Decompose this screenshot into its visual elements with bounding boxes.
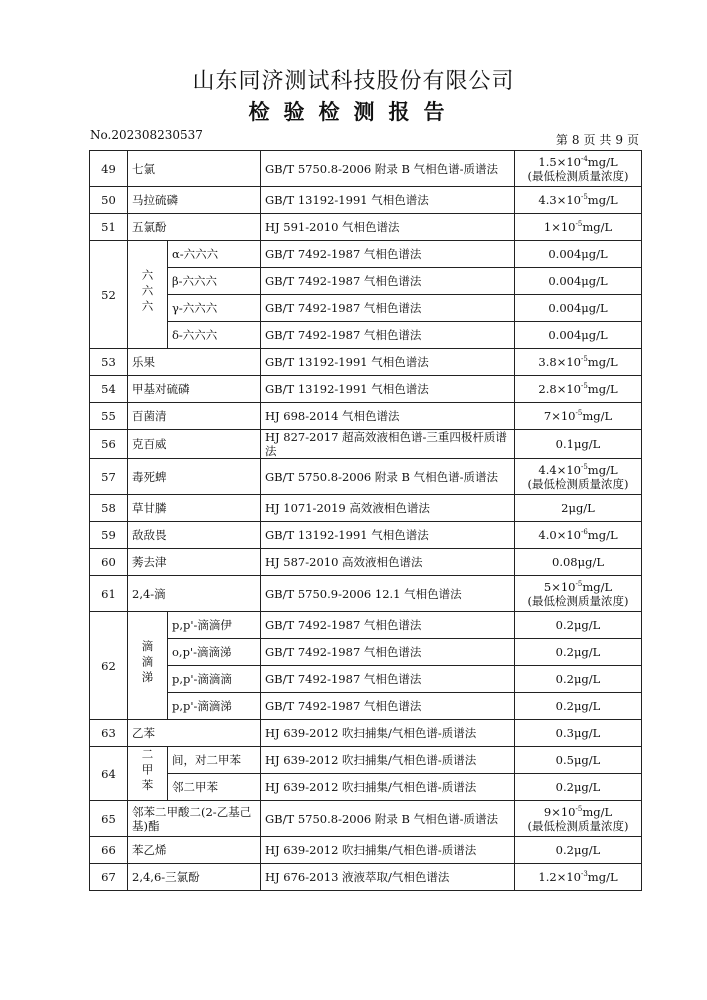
item-number: [90, 459, 128, 495]
test-method: [261, 720, 515, 747]
limit-unit: mg/L: [587, 870, 618, 884]
test-method-text: GB/T 13192-1991 气相色谱法: [265, 193, 429, 207]
table-row: [90, 187, 642, 214]
limit-mantissa: 5×10: [543, 579, 576, 594]
item-number-text: 58: [101, 501, 116, 515]
page-indicator: [554, 131, 641, 148]
limit-unit: mg/L: [582, 220, 613, 234]
item-number-text: 52: [101, 287, 116, 302]
table-row: [90, 747, 642, 774]
item-name: [128, 720, 261, 747]
limit-unit: mg/L: [587, 355, 618, 369]
item-name: [168, 295, 261, 322]
limit-exponent: -5: [580, 382, 588, 391]
item-name-text: β-六六六: [172, 274, 218, 288]
item-name-text: 2,4,6-三氯酚: [132, 870, 200, 884]
table-row: [90, 268, 642, 295]
limit-mantissa: 4.3×10: [538, 193, 581, 207]
detection-limit: 0.2μg/L: [555, 618, 601, 632]
item-name: [128, 495, 261, 522]
detection-limit-cell: [515, 268, 642, 295]
test-method-text: HJ 698-2014 气相色谱法: [265, 409, 400, 423]
item-name-text: p,p'-滴滴涕: [172, 699, 232, 713]
item-number: [90, 747, 128, 801]
detection-limit: 0.2μg/L: [555, 645, 601, 659]
test-method: [261, 774, 515, 801]
test-items-table: [89, 150, 642, 891]
limit-mantissa: 2.8×10: [538, 382, 581, 396]
limit-unit: mg/L: [587, 528, 618, 542]
detection-limit-cell: [515, 403, 642, 430]
page-prefix: 第: [555, 133, 568, 147]
test-method-text: GB/T 5750.8-2006 附录 B 气相色谱-质谱法: [265, 469, 499, 484]
item-name: [168, 322, 261, 349]
limit-exponent: -5: [580, 462, 588, 471]
detection-limit: 0.2μg/L: [555, 699, 601, 713]
item-name-text: p,p'-滴滴伊: [172, 618, 232, 632]
table-row: [90, 322, 642, 349]
detection-limit: 2μg/L: [561, 501, 595, 515]
item-name-text: 五氯酚: [132, 220, 167, 234]
page-suffix: 页: [626, 133, 639, 147]
limit-note: (最低检测质量浓度): [527, 593, 629, 608]
test-method-text: HJ 639-2012 吹扫捕集/气相色谱-质谱法: [265, 780, 477, 794]
item-name-text: 毒死蜱: [132, 469, 167, 484]
item-number: [90, 430, 128, 459]
limit-mantissa: 3.8×10: [538, 355, 581, 369]
limit-exponent: -5: [580, 355, 588, 364]
detection-limit-cell: [515, 430, 642, 459]
test-method-text: HJ 639-2012 吹扫捕集/气相色谱-质谱法: [265, 726, 477, 740]
item-name: [128, 801, 261, 837]
detection-limit-cell: [515, 376, 642, 403]
test-method: [261, 187, 515, 214]
group-name-text: 二甲苯: [140, 747, 155, 795]
item-number: [90, 837, 128, 864]
detection-limit-cell: [515, 801, 642, 837]
company-name: 山东同济测试科技股份有限公司: [192, 69, 515, 94]
item-number: [90, 612, 128, 720]
detection-limit-cell: [515, 666, 642, 693]
test-method-text: GB/T 5750.9-2006 12.1 气相色谱法: [265, 586, 462, 601]
item-name-text: 马拉硫磷: [132, 193, 178, 207]
test-method-text: HJ 591-2010 气相色谱法: [265, 220, 400, 234]
test-method: [261, 639, 515, 666]
detection-limit-cell: [515, 549, 642, 576]
detection-limit-cell: [515, 187, 642, 214]
item-name: [128, 576, 261, 612]
item-number-text: 59: [101, 528, 116, 542]
detection-limit-cell: [515, 612, 642, 639]
group-name-text: 滴滴涕: [140, 639, 155, 687]
item-number: [90, 241, 128, 349]
group-name: [128, 747, 168, 801]
test-method: [261, 495, 515, 522]
detection-limit-cell: [515, 576, 642, 612]
page-total: 9: [615, 133, 623, 147]
item-name-text: 百菌清: [132, 409, 167, 423]
test-method: [261, 376, 515, 403]
test-method: [261, 322, 515, 349]
test-method-text: GB/T 7492-1987 气相色谱法: [265, 645, 422, 659]
limit-exponent: -5: [580, 193, 588, 202]
report-title: 检验检测报告: [248, 99, 459, 124]
item-name: [168, 693, 261, 720]
item-name-text: 克百威: [132, 437, 167, 451]
item-name: [168, 241, 261, 268]
detection-limit-cell: [515, 747, 642, 774]
detection-limit-cell: [515, 349, 642, 376]
item-number: [90, 403, 128, 430]
limit-unit: mg/L: [582, 579, 613, 594]
item-name: [128, 522, 261, 549]
item-name-text: 草甘膦: [132, 501, 167, 515]
limit-unit: mg/L: [582, 804, 613, 819]
limit-mantissa: 4.4×10: [538, 462, 581, 477]
item-name: [128, 151, 261, 187]
test-method: [261, 693, 515, 720]
limit-mantissa: 1.5×10: [538, 154, 581, 169]
test-method-text: GB/T 7492-1987 气相色谱法: [265, 328, 422, 342]
item-number-text: 57: [101, 469, 116, 484]
item-name-text: 七氯: [132, 161, 155, 176]
table-row: [90, 639, 642, 666]
detection-limit-cell: [515, 295, 642, 322]
item-number: [90, 801, 128, 837]
report-number: No.202308230537: [90, 128, 203, 142]
item-name: [168, 774, 261, 801]
item-name: [168, 639, 261, 666]
item-number-text: 50: [101, 193, 116, 207]
item-number-text: 63: [101, 726, 116, 740]
limit-note: (最低检测质量浓度): [527, 476, 629, 491]
test-method: [261, 151, 515, 187]
test-method-text: GB/T 7492-1987 气相色谱法: [265, 274, 422, 288]
item-name-text: p,p'-滴滴滴: [172, 672, 232, 686]
test-method-text: GB/T 7492-1987 气相色谱法: [265, 247, 422, 261]
detection-limit: 0.004μg/L: [548, 328, 608, 342]
item-number-text: 62: [101, 658, 116, 673]
limit-exponent: -6: [580, 528, 588, 537]
test-method: [261, 576, 515, 612]
item-number-text: 55: [101, 409, 116, 423]
test-method-text: HJ 587-2010 高效液相色谱法: [265, 555, 423, 569]
detection-limit: 0.004μg/L: [548, 301, 608, 315]
test-method: [261, 864, 515, 891]
limit-unit: mg/L: [582, 409, 613, 423]
item-name: [128, 349, 261, 376]
detection-limit-cell: [515, 214, 642, 241]
test-method: [261, 295, 515, 322]
test-method: [261, 349, 515, 376]
item-number-text: 66: [101, 843, 116, 857]
test-method-text: GB/T 13192-1991 气相色谱法: [265, 355, 429, 369]
table-row: [90, 774, 642, 801]
item-name: [128, 549, 261, 576]
item-name-text: o,p'-滴滴涕: [172, 645, 232, 659]
item-name-text: 苯乙烯: [132, 843, 167, 857]
test-method-text: HJ 1071-2019 高效液相色谱法: [265, 501, 430, 515]
item-number: [90, 549, 128, 576]
item-number: [90, 349, 128, 376]
detection-limit-cell: [515, 322, 642, 349]
page-mid: 页 共: [583, 133, 612, 147]
table-row: [90, 295, 642, 322]
item-number: [90, 576, 128, 612]
item-number-text: 67: [101, 870, 116, 884]
limit-mantissa: 7×10: [543, 409, 576, 423]
detection-limit: 0.2μg/L: [555, 843, 601, 857]
item-number: [90, 864, 128, 891]
item-number: [90, 522, 128, 549]
test-method: [261, 522, 515, 549]
item-number: [90, 151, 128, 187]
group-name-text: 六六六: [140, 268, 155, 316]
table-row: [90, 693, 642, 720]
item-number: [90, 214, 128, 241]
table-row: [90, 459, 642, 495]
test-method-text: GB/T 13192-1991 气相色谱法: [265, 382, 429, 396]
limit-unit: mg/L: [587, 462, 618, 477]
test-method: [261, 549, 515, 576]
detection-limit-cell: [515, 693, 642, 720]
table-row: [90, 151, 642, 187]
test-method-text: GB/T 7492-1987 气相色谱法: [265, 699, 422, 713]
item-number-text: 56: [101, 437, 116, 451]
limit-mantissa: 1.2×10: [538, 870, 581, 884]
item-name-text: 乐果: [132, 355, 155, 369]
item-number: [90, 187, 128, 214]
limit-mantissa: 4.0×10: [538, 528, 581, 542]
detection-limit-cell: [515, 522, 642, 549]
table-row: [90, 376, 642, 403]
table-row: [90, 864, 642, 891]
item-name: [128, 459, 261, 495]
group-name: [128, 612, 168, 720]
test-method: [261, 612, 515, 639]
limit-unit: mg/L: [587, 382, 618, 396]
item-name: [168, 612, 261, 639]
item-number-text: 51: [101, 220, 116, 234]
item-name-text: 间，对二甲苯: [172, 753, 241, 767]
limit-exponent: -4: [580, 154, 588, 163]
test-method-text: GB/T 13192-1991 气相色谱法: [265, 528, 429, 542]
item-name-text: α-六六六: [172, 247, 219, 261]
item-number: [90, 495, 128, 522]
detection-limit: 0.2μg/L: [555, 672, 601, 686]
test-method: [261, 666, 515, 693]
test-method-text: GB/T 5750.8-2006 附录 B 气相色谱-质谱法: [265, 811, 499, 826]
test-method-text: HJ 676-2013 液液萃取/气相色谱法: [265, 870, 450, 884]
test-method: [261, 403, 515, 430]
item-number-text: 64: [101, 766, 116, 781]
test-method-text: GB/T 7492-1987 气相色谱法: [265, 672, 422, 686]
limit-exponent: -5: [575, 804, 583, 813]
item-name: [128, 376, 261, 403]
limit-mantissa: 9×10: [543, 804, 576, 819]
table-row: [90, 549, 642, 576]
page-current: 8: [571, 133, 580, 147]
limit-mantissa: 1×10: [543, 220, 576, 234]
table-row: [90, 214, 642, 241]
table-row: [90, 522, 642, 549]
item-number-text: 49: [101, 161, 116, 176]
limit-unit: mg/L: [587, 193, 618, 207]
test-method: [261, 747, 515, 774]
test-method: [261, 430, 515, 459]
item-name: [168, 747, 261, 774]
table-row: [90, 801, 642, 837]
item-name-text: 邻二甲苯: [172, 780, 218, 794]
test-method-text: HJ 639-2012 吹扫捕集/气相色谱-质谱法: [265, 843, 477, 857]
table-row: [90, 403, 642, 430]
item-number-text: 65: [101, 811, 116, 826]
item-number-text: 61: [101, 586, 116, 601]
table-row: [90, 576, 642, 612]
limit-note: (最低检测质量浓度): [527, 168, 629, 183]
detection-limit-cell: [515, 495, 642, 522]
item-number: [90, 720, 128, 747]
detection-limit-cell: [515, 864, 642, 891]
item-name: [128, 837, 261, 864]
detection-limit: 0.004μg/L: [548, 247, 608, 261]
item-name: [128, 430, 261, 459]
item-name-text: 邻苯二甲酸二(2-乙基己基)酯: [132, 804, 252, 833]
limit-exponent: -5: [575, 579, 583, 588]
detection-limit-cell: [515, 774, 642, 801]
limit-exponent: -3: [580, 870, 588, 879]
table-row: [90, 495, 642, 522]
test-method-text: HJ 827-2017 超高效液相色谱-三重四极杆质谱法: [265, 430, 507, 458]
item-number: [90, 376, 128, 403]
table-row: [90, 349, 642, 376]
item-name-text: 乙苯: [132, 726, 155, 740]
test-method: [261, 241, 515, 268]
detection-limit: 0.004μg/L: [548, 274, 608, 288]
item-number-text: 53: [101, 355, 116, 369]
test-method-text: GB/T 5750.8-2006 附录 B 气相色谱-质谱法: [265, 161, 499, 176]
test-method: [261, 459, 515, 495]
table-row: [90, 666, 642, 693]
detection-limit-cell: [515, 459, 642, 495]
test-method: [261, 214, 515, 241]
table-row: [90, 612, 642, 639]
item-name: [128, 403, 261, 430]
table-row: [90, 720, 642, 747]
detection-limit-cell: [515, 151, 642, 187]
test-method-text: HJ 639-2012 吹扫捕集/气相色谱-质谱法: [265, 753, 477, 767]
test-method-text: GB/T 7492-1987 气相色谱法: [265, 618, 422, 632]
item-name: [128, 187, 261, 214]
table-row: [90, 430, 642, 459]
test-method-text: GB/T 7492-1987 气相色谱法: [265, 301, 422, 315]
detection-limit-cell: [515, 639, 642, 666]
item-name-text: 甲基对硫磷: [132, 382, 190, 396]
item-number-text: 54: [101, 382, 116, 396]
detection-limit-cell: [515, 837, 642, 864]
item-name: [128, 214, 261, 241]
table-row: [90, 241, 642, 268]
table-row: [90, 837, 642, 864]
item-name: [128, 864, 261, 891]
item-number-text: 60: [101, 555, 116, 569]
test-method: [261, 268, 515, 295]
item-name: [168, 268, 261, 295]
group-name: [128, 241, 168, 349]
limit-unit: mg/L: [587, 154, 618, 169]
item-name-text: 敌敌畏: [132, 528, 167, 542]
item-name-text: δ-六六六: [172, 328, 218, 342]
detection-limit: 0.1μg/L: [555, 437, 601, 451]
limit-note: (最低检测质量浓度): [527, 818, 629, 833]
detection-limit: 0.2μg/L: [555, 780, 601, 794]
item-name: [168, 666, 261, 693]
item-name-text: γ-六六六: [172, 301, 218, 315]
limit-exponent: -5: [575, 409, 583, 418]
item-name-text: 2,4-滴: [132, 586, 166, 601]
item-name-text: 莠去津: [132, 555, 167, 569]
detection-limit-cell: [515, 720, 642, 747]
detection-limit: 0.08μg/L: [552, 555, 604, 569]
limit-exponent: -5: [575, 220, 583, 229]
detection-limit: 0.5μg/L: [555, 753, 601, 767]
detection-limit-cell: [515, 241, 642, 268]
test-method: [261, 801, 515, 837]
detection-limit: 0.3μg/L: [555, 726, 601, 740]
test-method: [261, 837, 515, 864]
